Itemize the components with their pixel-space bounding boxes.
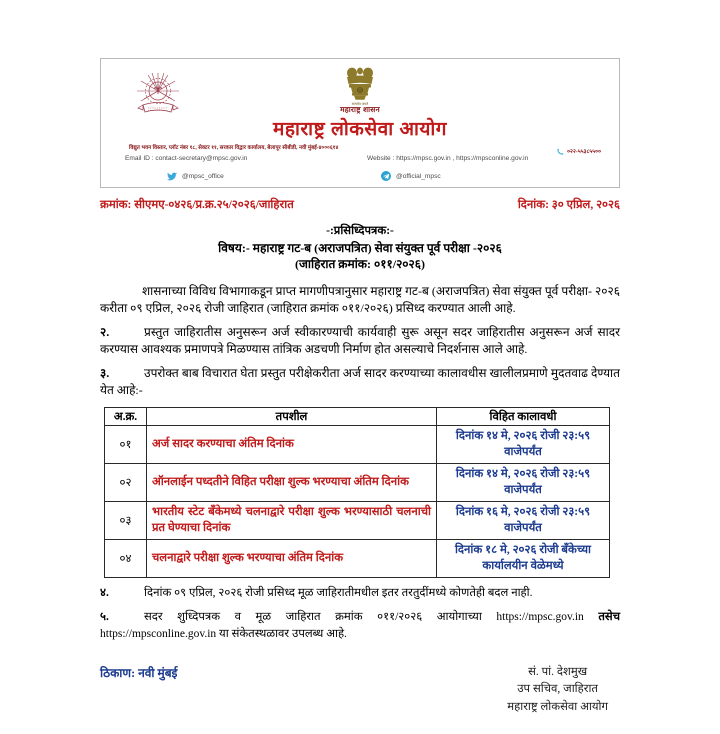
row-detail: अर्ज सादर करण्याचा अंतिम दिनांक bbox=[147, 426, 437, 464]
column-header-sr: अ.क्र. bbox=[105, 408, 147, 426]
ashoka-lion-capital-emblem-icon bbox=[340, 65, 380, 107]
title-block bbox=[100, 224, 620, 273]
row-period: दिनांक १४ मे, २०२६ रोजी २३:५९ वाजेपर्यंत bbox=[437, 464, 610, 502]
signatory-name: सं. पां. देशमुख bbox=[528, 666, 588, 679]
table-row bbox=[105, 426, 610, 464]
advertisement-number: (जाहिरात क्रमांक: ०११/२०२६) bbox=[294, 257, 426, 272]
telegram-block[interactable] bbox=[381, 168, 441, 186]
place-label: ठिकाण: नवी मुंबई bbox=[100, 666, 178, 681]
paragraph-5 bbox=[100, 609, 620, 642]
subject-title: विषय:- महाराष्ट्र गट-ब (अराजपत्रित) सेवा संयुक्त पूर्व परीक्षा -२०२६ bbox=[218, 240, 502, 255]
address-row bbox=[109, 143, 611, 154]
mpsc-website-link[interactable]: https://mpsc.gov.in bbox=[496, 610, 584, 623]
column-header-period: विहित कालावधी bbox=[437, 408, 610, 426]
schedule-table bbox=[104, 407, 610, 578]
govt-of-maharashtra-label: महाराष्ट्र शासन bbox=[340, 105, 380, 114]
row-detail: ऑनलाईन पध्दतीने विहित परीक्षा शुल्क भरण्याचा अंतिम दिनांक bbox=[147, 464, 437, 502]
reference-date: दिनांक: ३० एप्रिल, २०२६ bbox=[517, 198, 620, 211]
phone-number: ०२२-५५३८५५०० bbox=[567, 148, 601, 155]
paragraph-2 bbox=[100, 324, 620, 358]
row-period: दिनांक १४ मे, २०२६ रोजी २३:५९ वाजेपर्यंत bbox=[437, 426, 610, 464]
svg-text:सत्यमेव जयते: सत्यमेव जयते bbox=[351, 102, 369, 106]
email-label: Email ID : contact-secretary@mpsc.gov.in bbox=[125, 154, 248, 162]
paragraph-2-number: २. bbox=[100, 324, 110, 339]
paragraph-5-text-part2: या संकेतस्थळावर उपलब्ध आहे. bbox=[216, 627, 347, 640]
table-header-row bbox=[105, 408, 610, 426]
paragraph-3-number: ३. bbox=[100, 365, 110, 380]
document-sheet bbox=[100, 58, 620, 726]
signatory-designation: उप सचिव, जाहिरात bbox=[517, 683, 598, 696]
twitter-block[interactable] bbox=[167, 168, 224, 186]
row-serial: ०२ bbox=[105, 464, 147, 502]
table-row bbox=[105, 502, 610, 540]
signature-block bbox=[100, 664, 620, 726]
reference-line bbox=[100, 197, 620, 212]
row-period: दिनांक १६ मे, २०२६ रोजी २३:५९ वाजेपर्यंत bbox=[437, 502, 610, 540]
paragraph-4 bbox=[100, 585, 620, 602]
reference-number: क्रमांक: सीएमए-०४२६/प्र.क्र.२५/२०२६/जाहिरात bbox=[100, 198, 294, 211]
twitter-handle: @mpsc_office bbox=[182, 173, 224, 181]
contact-row bbox=[109, 155, 611, 167]
paragraph-5-text-part1: सदर शुध्दिपत्रक व मूळ जाहिरात क्रमांक ०११/२०२६ आयोगाच्या bbox=[144, 610, 497, 623]
column-header-detail: तपशील bbox=[147, 408, 437, 426]
paragraph-4-number: ४. bbox=[100, 587, 109, 600]
office-address: विद्युत भवन विस्तार, प्लॉट नंबर १८, सेक्टर ११, सरकार विद्वार कार्यालय, बेलापूर सीबीडी, नवी मुंबई-४०००६१४ bbox=[129, 144, 339, 151]
row-serial: ०४ bbox=[105, 540, 147, 578]
table-row bbox=[105, 464, 610, 502]
social-row bbox=[109, 168, 611, 181]
signatory-block bbox=[507, 664, 608, 716]
telegram-handle: @official_mpsc bbox=[396, 173, 441, 181]
paragraph-3-text: उपरोक्त बाब विचारात घेता प्रस्तुत परीक्षेकरीता अर्ज सादर करण्याच्या कालावधीस खालीलप्रमाणे मुदतवाढ देण्यात येत आहे:- bbox=[100, 365, 620, 397]
row-period: दिनांक १८ मे, २०२६ रोजी बँकेच्या कार्यालयीन वेळेमध्ये bbox=[437, 540, 610, 578]
row-detail: चलनाद्वारे परीक्षा शुल्क भरण्याचा अंतिम दिनांक bbox=[147, 540, 437, 578]
table-row bbox=[105, 540, 610, 578]
row-serial: ०३ bbox=[105, 502, 147, 540]
telegram-icon bbox=[381, 168, 391, 186]
row-detail: भारतीय स्टेट बँकेमध्ये चलनाद्वारे परीक्षा शुल्क भरण्यासाठी चलनाची प्रत घेण्याचा दिनांक bbox=[147, 502, 437, 540]
letterhead-top bbox=[109, 65, 611, 121]
paragraph-3 bbox=[100, 365, 620, 399]
paragraph-4-text: दिनांक ०९ एप्रिल, २०२६ रोजी प्रसिध्द मूळ जाहिरातीमधील इतर तरतुदींमध्ये कोणतेही बदल नाही. bbox=[144, 587, 533, 600]
row-serial: ०१ bbox=[105, 426, 147, 464]
paragraph-5-connector: तसेच bbox=[583, 610, 620, 623]
paragraph-1: शासनाच्या विविध विभागाकडून प्राप्त मागणीपत्रानुसार महाराष्ट्र गट-ब (अराजपत्रित) सेवा संयुक्त पूर्व परीक्षा- २०२६ करीता ०९ एप्रिल, २०२६ रोजी जाहिरात (जाहिरात क्रमांक ०११/२०२६) प्रसिध्द करण्यात आली आहे. bbox=[100, 283, 620, 315]
mpsconline-website-link[interactable]: https://mpsconline.gov.in bbox=[100, 627, 217, 640]
letterhead bbox=[100, 58, 620, 188]
twitter-bird-icon bbox=[167, 168, 177, 186]
paragraph-5-number: ५. bbox=[100, 610, 109, 623]
organization-title: महाराष्ट्र लोकसेवा आयोग bbox=[273, 119, 447, 140]
press-note-title: -:प्रसिध्दिपत्रक:- bbox=[326, 224, 394, 237]
paragraph-2-text: प्रस्तुत जाहिरातीस अनुसरून अर्ज स्वीकारण्याची कार्यवाही सुरू असून सदर जाहिरातीस अनुसरून अर्ज सादर करण्यास आवश्यक प्रमाणपत्रे मिळण्यास तांत्रिक अडचणी निर्माण होत असल्याचे निदर्शनास आले आहे. bbox=[100, 324, 620, 356]
website-label: Website : https://mpsc.gov.in , https://mpsconline.gov.in bbox=[367, 154, 529, 162]
signatory-organization: महाराष्ट्र लोकसेवा आयोग bbox=[507, 700, 608, 713]
